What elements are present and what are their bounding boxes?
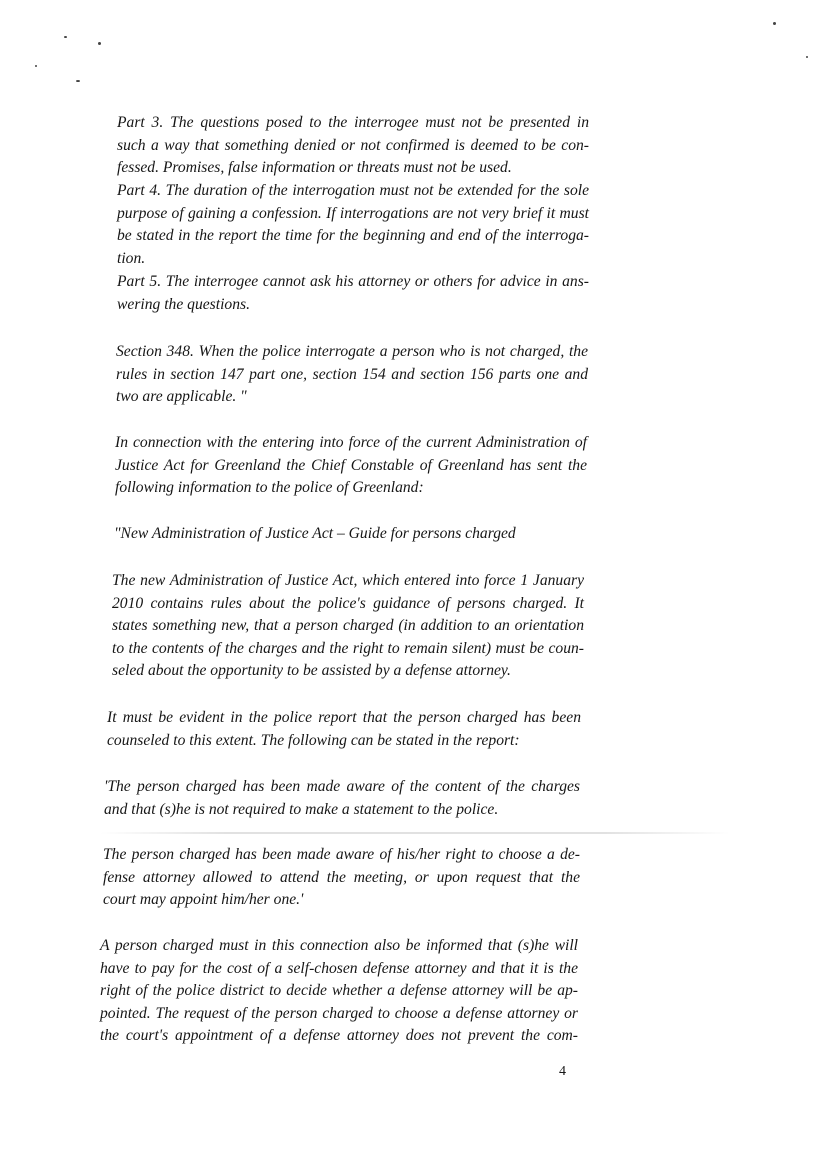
paragraph-section-348 [116,341,588,409]
text-line: Part 5. The interrogee cannot ask his attorney or others for advice in ans- [117,273,589,290]
text-line: fessed. Promises, false information or threats must not be used. [117,159,512,176]
paragraph-pay-cost [100,935,578,1048]
text-line: seled about the opportunity to be assisted by a defense attorney. [112,662,511,679]
paragraph-new-act [112,570,584,683]
text-line: right of the police district to decide whether a defense attorney will be ap- [100,982,578,999]
text-line: be stated in the report the time for the beginning and end of the interroga- [117,227,589,244]
text-line: two are applicable. " [116,388,247,405]
text-line: court may appoint him/her one.' [103,891,304,908]
paragraph-evident [107,707,581,752]
paragraph-guide-title [114,523,586,546]
text-line: Section 348. When the police interrogate a person who is not charged, the [116,343,588,360]
text-line: pointed. The request of the person charged to choose a defense attorney or [100,1004,578,1022]
text-line: have to pay for the cost of a self-chosen defense attorney and that it is the [100,959,578,977]
text-line: following information to the police of Greenland: [115,479,424,496]
text-line: such a way that something denied or not confirmed is deemed to be con- [117,136,589,154]
page-number: 4 [559,1064,566,1079]
paragraph-part-4 [117,180,589,270]
text-line: fense attorney allowed to attend the meeting, or upon request that the [103,868,580,886]
scan-speck [806,56,808,58]
paragraph-made-aware-2 [103,844,580,912]
text-line: "New Administration of Justice Act – Guide for persons charged [114,525,516,542]
text-line: A person charged must in this connection also be informed that (s)he will [100,937,578,954]
scan-fold-line [100,832,730,834]
scan-speck [773,22,776,25]
text-line: states something new, that a person charged (in addition to an orientation [112,617,584,634]
text-line: Justice Act for Greenland the Chief Constable of Greenland has sent the [115,456,587,474]
paragraph-part-5 [117,271,589,316]
text-line: 2010 contains rules about the police's guidance of persons charged. It [112,594,584,612]
paragraph-part-3 [117,112,589,180]
text-line: It must be evident in the police report that the person charged has been [107,709,581,726]
text-line: the court's appointment of a defense attorney does not prevent the com- [100,1027,578,1044]
text-line: In connection with the entering into force of the current Administration of [115,434,587,451]
text-line: Part 3. The questions posed to the interrogee must not be presented in [117,114,589,131]
text-line: Part 4. The duration of the interrogation must not be extended for the sole [117,182,589,199]
text-line: purpose of gaining a confession. If interrogations are not very brief it must [117,204,589,222]
scan-speck [98,42,101,45]
text-line: 'The person charged has been made aware of the content of the charges [104,778,580,795]
scan-speck [76,80,80,82]
text-line: The new Administration of Justice Act, which entered into force 1 January [112,572,584,589]
text-line: tion. [117,249,146,267]
scan-speck [64,36,67,38]
text-line: and that (s)he is not required to make a statement to the police. [104,800,499,818]
text-line: counseled to this extent. The following can be stated in the report: [107,731,520,749]
paragraph-chief-constable [115,432,587,500]
text-line: to the contents of the charges and the right to remain silent) must be coun- [112,639,584,657]
scan-speck [35,65,37,67]
paragraph-made-aware-1 [104,776,580,821]
text-line: The person charged has been made aware of his/her right to choose a de- [103,846,580,863]
text-line: rules in section 147 part one, section 154 and section 156 parts one and [116,365,588,383]
text-line: wering the questions. [117,295,250,313]
